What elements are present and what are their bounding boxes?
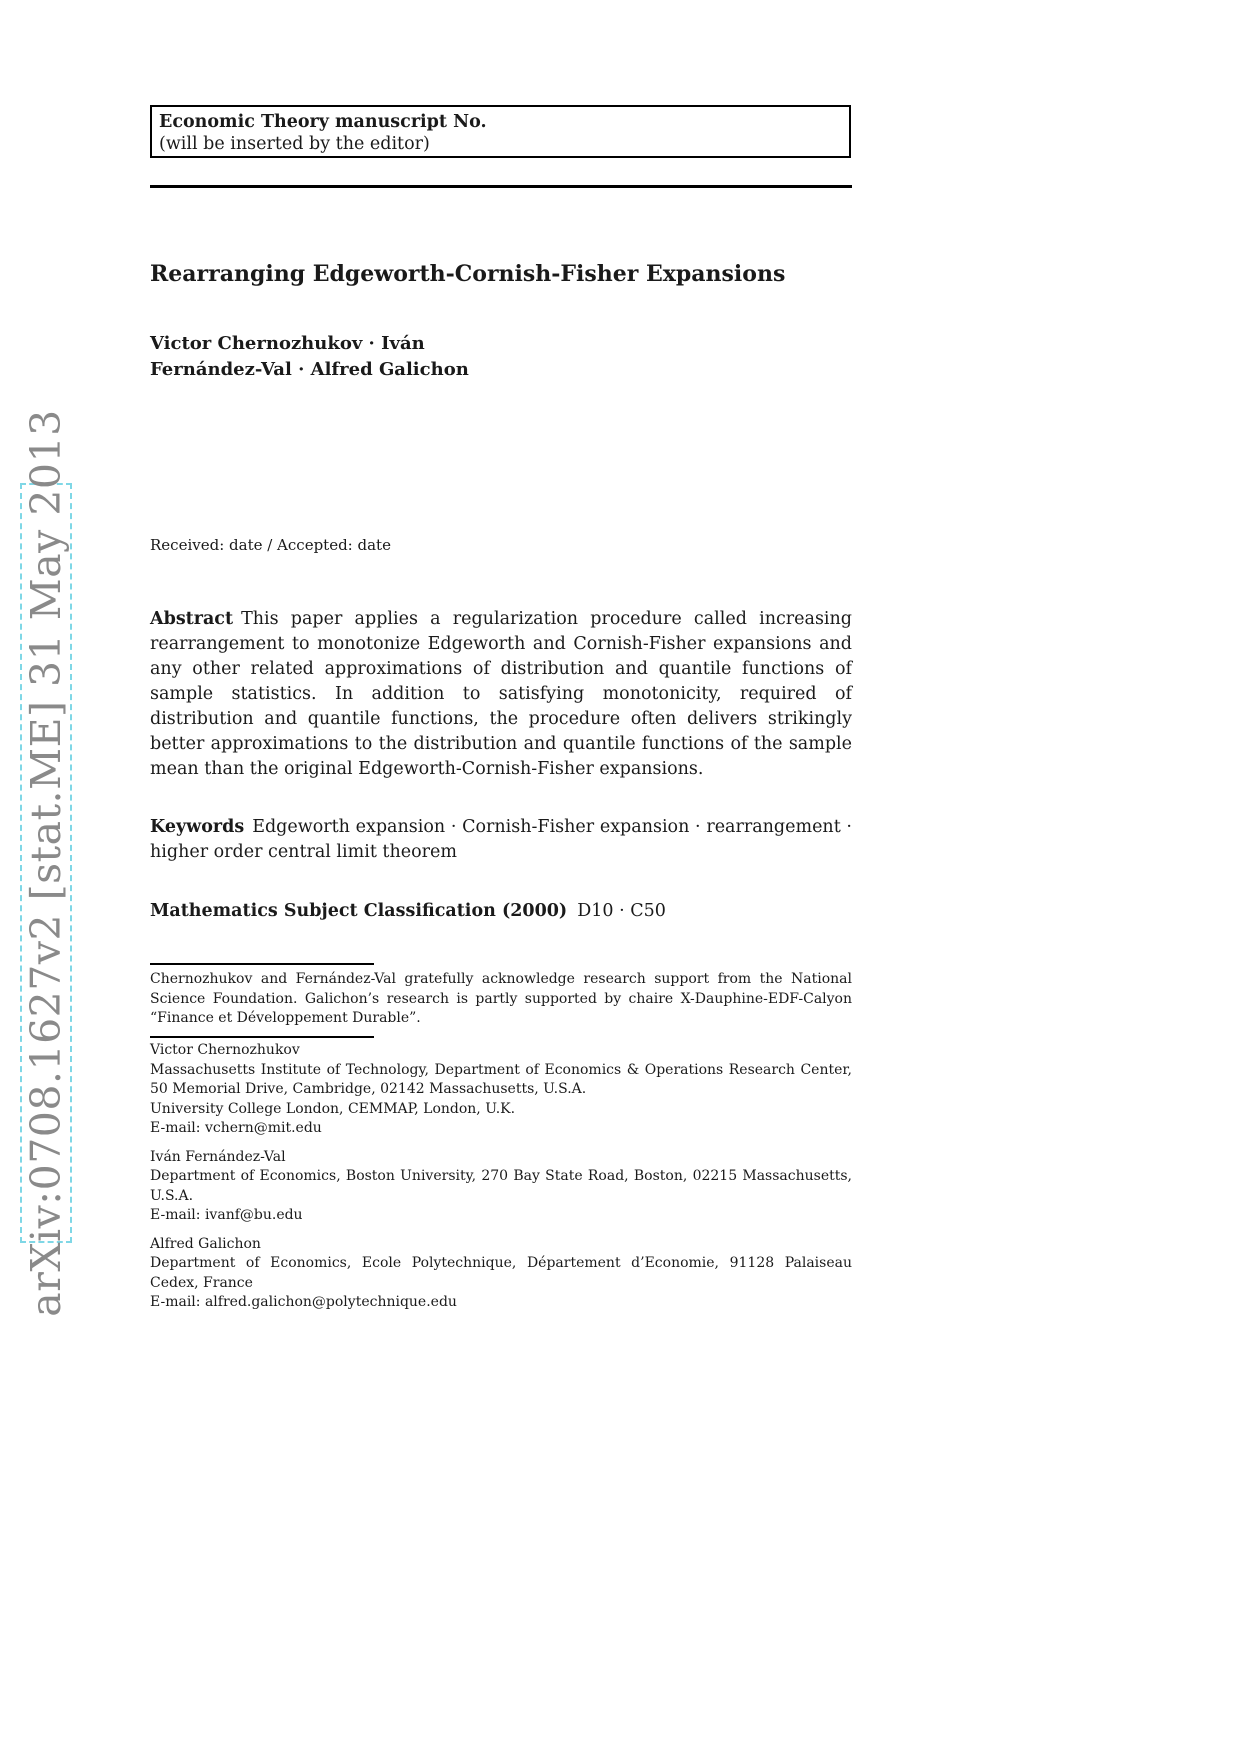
manuscript-header-box xyxy=(150,105,851,158)
affiliations xyxy=(150,1041,852,1313)
arxiv-id[interactable]: arXiv:0708.1627v2 [stat.ME] 31 May 2013 xyxy=(22,409,70,1317)
affiliation-line: Department of Economics, Boston University, 270 Bay State Road, Boston, 02215 Massachusetts, U.S.A. xyxy=(150,1168,852,1204)
received-date: Received: date / Accepted: date xyxy=(150,536,391,554)
affiliation-line: Massachusetts Institute of Technology, Department of Economics & Operations Research Center, 50 Memorial Drive, Cambridge, 02142 Massachusetts, U.S.A. xyxy=(150,1061,852,1097)
abstract-label: Abstract xyxy=(150,609,234,629)
subject-classification xyxy=(150,901,666,921)
affiliation-line: University College London, CEMMAP, London, U.K. xyxy=(150,1100,516,1117)
affiliation-rule xyxy=(150,1036,374,1038)
header-rule xyxy=(150,185,852,188)
keywords xyxy=(150,815,852,865)
email-address[interactable]: E-mail: vchern@mit.edu xyxy=(150,1120,322,1136)
affiliation-line: Department of Economics, Ecole Polytechnique, Département d’Economie, 91128 Palaiseau Cedex, France xyxy=(150,1255,852,1291)
affiliation-name: Iván Fernández-Val xyxy=(150,1148,286,1165)
email-address[interactable]: E-mail: alfred.galichon@polytechnique.edu xyxy=(150,1294,457,1310)
funding-note: Chernozhukov and Fernández-Val gratefully acknowledge research support from the National Science Foundation. Galichon’s research is partly supported by chaire X-Dauphine-EDF-Calyon “Finance et Développement Durable”. xyxy=(150,971,852,1026)
footnote-rule xyxy=(150,963,374,965)
author-line-2: Fernández-Val · Alfred Galichon xyxy=(150,359,469,380)
keywords-text: Edgeworth expansion · Cornish-Fisher expansion · rearrangement · higher order central limit theorem xyxy=(150,817,852,862)
author-list xyxy=(150,331,469,383)
keywords-label: Keywords xyxy=(150,817,245,837)
msc-codes: D10 · C50 xyxy=(577,901,666,921)
affiliation-name: Alfred Galichon xyxy=(150,1235,261,1252)
abstract-text: This paper applies a regularization procedure called increasing rearrangement to monotonize Edgeworth and Cornish-Fisher expansions and any other related approximations of distribution and quantile functions of sample statistics. In addition to satisfying monotonicity, required of distribution and quantile functions, the procedure often delivers strikingly better approximations to the distribution and quantile functions of the sample mean than the original Edgeworth-Cornish-Fisher expansions. xyxy=(150,609,852,779)
email-address[interactable]: E-mail: ivanf@bu.edu xyxy=(150,1207,303,1223)
journal-line: Economic Theory manuscript No. xyxy=(159,112,487,132)
abstract xyxy=(150,607,852,782)
msc-label: Mathematics Subject Classification (2000) xyxy=(150,901,568,921)
editor-note: (will be inserted by the editor) xyxy=(159,134,430,154)
arxiv-stamp xyxy=(20,409,72,1317)
affiliation-name: Victor Chernozhukov xyxy=(150,1042,300,1058)
paper-title: Rearranging Edgeworth-Cornish-Fisher Expansions xyxy=(150,261,786,287)
author-line-1: Victor Chernozhukov · Iván xyxy=(150,333,425,354)
